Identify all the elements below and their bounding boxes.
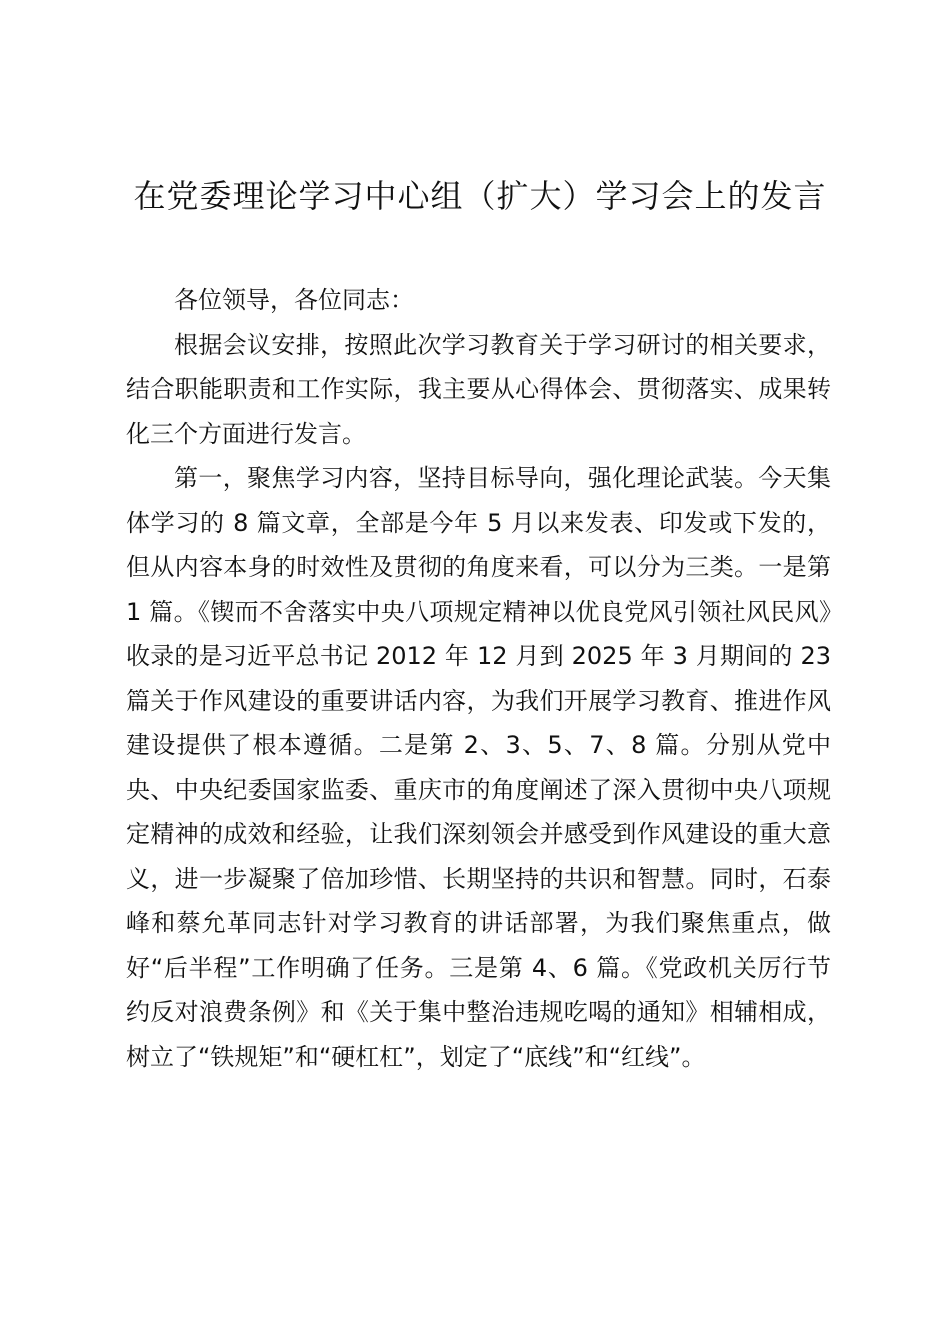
section-one-paragraph: 第一，聚焦学习内容，坚持目标导向，强化理论武装。今天集体学习的 8 篇文章，全部是今年 5 月以来发表、印发或下发的，但从内容本身的时效性及贯彻的角度来看，可以分为三类。一是第 1 篇。《锲而不舍落实中央八项规定精神以优良党风引领社风民风》收录的是习近平总书记 2012 年 12 月到 2025 年 3 月期间的 23 篇关于作风建设的重要讲话内容，为我们开展学习教育、推进作风建设提供了根本遵循。二是第 2、3、5、7、8 篇。分别从党中央、中央纪委国家监委、重庆市的角度阐述了深入贯彻中央八项规定精神的成效和经验，让我们深刻领会并感受到作风建设的重大意义，进一步凝聚了倍加珍惜、长期坚持的共识和智慧。同时，石泰峰和蔡允革同志针对学习教育的讲话部署，为我们聚焦重点，做好“后半程”工作明确了任务。三是第 4、6 篇。《党政机关厉行节约反对浪费条例》和《关于集中整治违规吃喝的通知》相辅相成，树立了“铁规矩”和“硬杠杠”，划定了“底线”和“红线”。: [126, 464, 831, 1071]
document-title: 在党委理论学习中心组（扩大）学习会上的发言: [133, 177, 827, 215]
document-body: [126, 278, 831, 1079]
salutation-paragraph: 各位领导，各位同志：: [174, 286, 414, 314]
intro-paragraph: 根据会议安排，按照此次学习教育关于学习研讨的相关要求，结合职能职责和工作实际，我主要从心得体会、贯彻落实、成果转化三个方面进行发言。: [126, 330, 831, 448]
